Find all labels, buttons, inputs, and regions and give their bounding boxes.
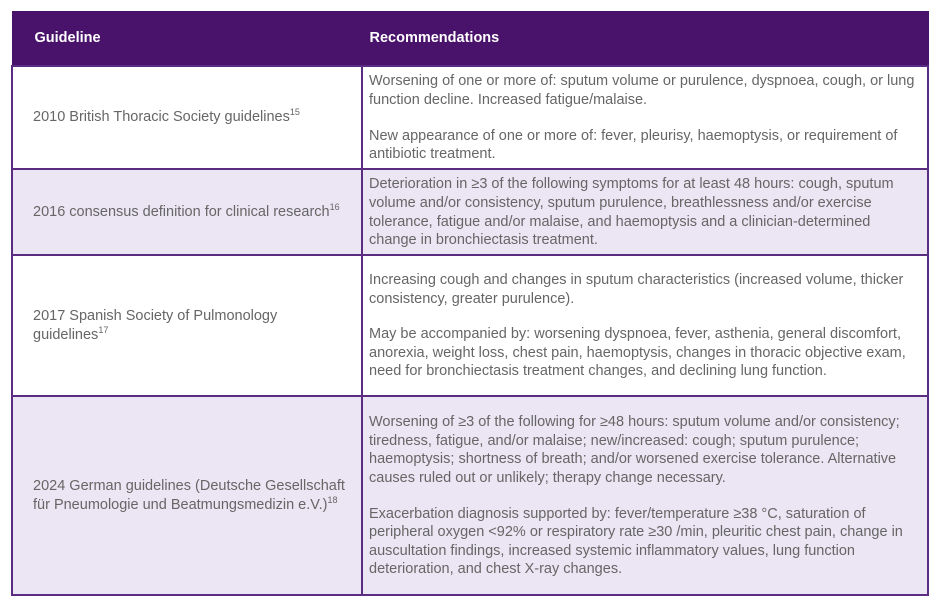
table-row [12, 396, 928, 595]
guideline-cell [12, 66, 362, 169]
guideline-cell [12, 255, 362, 396]
guideline-name: 2016 consensus definition for clinical research [33, 203, 330, 220]
recommendations-cell [362, 396, 928, 595]
table-row [12, 66, 928, 169]
reference-number: 17 [98, 324, 109, 335]
guideline-cell [12, 396, 362, 595]
column-header-guideline: Guideline [12, 11, 362, 66]
reference-number: 16 [329, 201, 340, 212]
reference-number: 15 [289, 107, 300, 118]
table-header-row [12, 11, 928, 66]
recommendation-paragraph: Deterioration in ≥3 of the following symptoms for at least 48 hours: cough, sputum volume and/or consistency, sputum purulence, breathlessness and/or exercise tolerance, fatigue and/or malaise, and haemoptysis and a clinician-determined change in bronchiectasis treatment. [369, 176, 894, 249]
recommendations-cell [362, 255, 928, 396]
guideline-cell [12, 169, 362, 255]
recommendation-paragraph: New appearance of one or more of: fever, pleurisy, haemoptysis, or requirement of antibiotic treatment. [369, 127, 898, 163]
recommendation-paragraph: Increasing cough and changes in sputum characteristics (increased volume, thicker consistency, greater purulence). [369, 272, 904, 307]
guideline-name: 2017 Spanish Society of Pulmonology guidelines [33, 307, 278, 343]
recommendations-cell [362, 66, 928, 169]
recommendation-paragraph: Worsening of ≥3 of the following for ≥48 hours: sputum volume and/or consistency; tiredness, fatigue, and/or malaise; new/increased: cough; sputum purulence; haemoptysis; shortness of breath; and/or worsened exercise tolerance. Alternative causes ruled out or unlikely; therapy change necessary. [369, 414, 900, 486]
recommendation-paragraph: Exacerbation diagnosis supported by: fever/temperature ≥38 °C, saturation of peripheral oxygen <92% or respiratory rate ≥30 /min, pleuritic chest pain, change in auscultation findings, increased systemic inflammatory values, lung function deterioration, and chest X-ray changes. [369, 505, 903, 578]
guideline-name: 2024 German guidelines (Deutsche Gesellschaft für Pneumologie und Beatmungsmedizin e.V.) [33, 477, 345, 513]
guidelines-table [11, 11, 929, 596]
recommendation-paragraph: Worsening of one or more of: sputum volume or purulence, dyspnoea, cough, or lung function decline. Increased fatigue/malaise. [369, 73, 915, 108]
guideline-name: 2010 British Thoracic Society guidelines [33, 109, 290, 126]
table-row [12, 169, 928, 255]
recommendation-paragraph: May be accompanied by: worsening dyspnoea, fever, asthenia, general discomfort, anorexia, weight loss, chest pain, haemoptysis, changes in thoracic objective exam, need for bronchiectasis treatment changes, and declining lung function. [369, 326, 906, 380]
column-header-recommendations: Recommendations [362, 11, 928, 66]
reference-number: 18 [327, 494, 338, 505]
recommendations-cell [362, 169, 928, 255]
table-row [12, 255, 928, 396]
